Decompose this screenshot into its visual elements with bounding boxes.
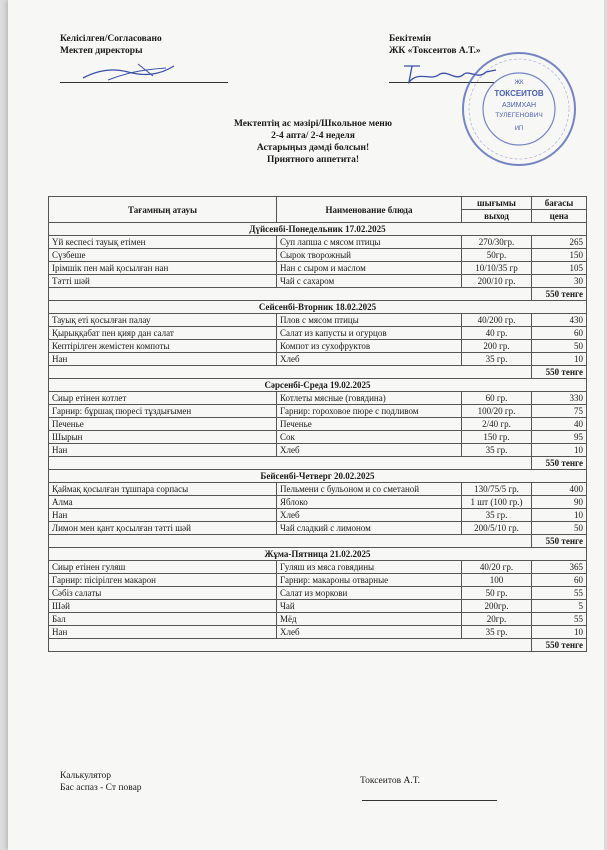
table-row: [49, 496, 587, 509]
seal-surname: ТОКСЕИТОВ: [494, 89, 544, 98]
table-row: [49, 236, 587, 249]
dish-price: 60: [532, 327, 587, 340]
table-row: [49, 405, 587, 418]
dish-price: 105: [532, 262, 587, 275]
table-row: [49, 249, 587, 262]
table-row: [49, 444, 587, 457]
dish-quantity: 200/5/10 гр.: [462, 522, 532, 535]
dish-quantity: 130/75/5 гр.: [462, 483, 532, 496]
dish-name-kz: Қаймақ қосылған тұшпара сорпасы: [49, 483, 277, 496]
dish-name-ru: Плов с мясом птицы: [277, 314, 462, 327]
dish-quantity: 150 гр.: [462, 431, 532, 444]
dish-name-kz: Бал: [49, 613, 277, 626]
dish-name-kz: Тәтті шәй: [49, 275, 277, 288]
director-label: Мектеп директоры: [60, 46, 143, 56]
table-row: [49, 600, 587, 613]
dish-quantity: 60 гр.: [462, 392, 532, 405]
dish-name-kz: Қырыққабат пен қияр дан салат: [49, 327, 277, 340]
dish-price: 10: [532, 509, 587, 522]
dish-quantity: 35 гр.: [462, 353, 532, 366]
title-line-2: 2-4 апта/ 2-4 неделя: [271, 131, 355, 141]
total-spacer: [49, 288, 532, 301]
col-header-ru: Наименование блюда: [277, 197, 462, 223]
dish-quantity: 35 гр.: [462, 444, 532, 457]
table-row: [49, 275, 587, 288]
dish-quantity: 200 гр.: [462, 340, 532, 353]
day-total: 550 тенге: [532, 366, 587, 379]
dish-price: 40: [532, 418, 587, 431]
col-header-kz: Тағамның атауы: [49, 197, 277, 223]
dish-name-ru: Чай: [277, 600, 462, 613]
dish-name-ru: Печенье: [277, 418, 462, 431]
dish-quantity: 50гр.: [462, 249, 532, 262]
day-total-row: [49, 535, 587, 548]
dish-name-ru: Салат из капусты и огурцов: [277, 327, 462, 340]
dish-price: 365: [532, 561, 587, 574]
dish-name-ru: Мёд: [277, 613, 462, 626]
dish-price: 400: [532, 483, 587, 496]
dish-price: 60: [532, 574, 587, 587]
dish-name-ru: Хлеб: [277, 353, 462, 366]
day-total: 550 тенге: [532, 639, 587, 652]
day-title: Жұма-Пятница 21.02.2025: [49, 548, 587, 561]
title-line-4: Приятного аппетита!: [266, 155, 359, 165]
dish-price: 50: [532, 340, 587, 353]
seal-patronymic: ТУЛЕГЕНОВИЧ: [495, 112, 543, 119]
dish-name-ru: Хлеб: [277, 444, 462, 457]
table-row: [49, 509, 587, 522]
dish-name-kz: Сәбіз салаты: [49, 587, 277, 600]
dish-name-kz: Гарнир: бұршақ пюресі тұздығымен: [49, 405, 277, 418]
dish-name-kz: Алма: [49, 496, 277, 509]
dish-price: 10: [532, 353, 587, 366]
dish-name-ru: Сырок творожный: [277, 249, 462, 262]
dish-price: 55: [532, 587, 587, 600]
dish-name-kz: Нан: [49, 509, 277, 522]
approval-block-left: [60, 33, 162, 57]
director-signature: [78, 58, 178, 88]
day-title: Сәрсенбі-Среда 19.02.2025: [49, 379, 587, 392]
dish-name-kz: Кептірілген жемістен компоты: [49, 340, 277, 353]
dish-name-ru: Компот из сухофруктов: [277, 340, 462, 353]
day-total-row: [49, 639, 587, 652]
dish-name-ru: Хлеб: [277, 509, 462, 522]
dish-price: 330: [532, 392, 587, 405]
day-total: 550 тенге: [532, 288, 587, 301]
day-title: Сейсенбі-Вторник 18.02.2025: [49, 301, 587, 314]
menu-title: [188, 118, 438, 166]
dish-quantity: 1 шт (100 гр.): [462, 496, 532, 509]
dish-name-kz: Тауық еті қосылған палау: [49, 314, 277, 327]
dish-name-ru: Чай сладкий с лимоном: [277, 522, 462, 535]
dish-name-ru: Хлеб: [277, 626, 462, 639]
dish-quantity: 50 гр.: [462, 587, 532, 600]
dish-name-ru: Гуляш из мяса говядины: [277, 561, 462, 574]
dish-quantity: 100: [462, 574, 532, 587]
day-total-row: [49, 366, 587, 379]
day-header-row: [49, 548, 587, 561]
dish-quantity: 200/10 гр.: [462, 275, 532, 288]
dish-quantity: 35 гр.: [462, 626, 532, 639]
dish-quantity: 40/200 гр.: [462, 314, 532, 327]
dish-price: 10: [532, 444, 587, 457]
table-row: [49, 431, 587, 444]
dish-name-ru: Суп лапша с мясом птицы: [277, 236, 462, 249]
dish-quantity: 270/30гр.: [462, 236, 532, 249]
footer-left: [60, 770, 142, 794]
dish-name-kz: Үй кеспесі тауық етімен: [49, 236, 277, 249]
dish-name-kz: Шырын: [49, 431, 277, 444]
total-spacer: [49, 457, 532, 470]
menu-table: [48, 196, 587, 652]
day-header-row: [49, 379, 587, 392]
seal-first-name: АЗИМХАН: [501, 102, 537, 109]
document-page: [8, 0, 604, 850]
title-line-3: Астарыңыз дәмді болсын!: [256, 143, 370, 153]
dish-quantity: 10/10/35 гр: [462, 262, 532, 275]
dish-price: 75: [532, 405, 587, 418]
table-row: [49, 522, 587, 535]
dish-quantity: 100/20 гр.: [462, 405, 532, 418]
table-row: [49, 327, 587, 340]
table-row: [49, 626, 587, 639]
dish-name-ru: Яблоко: [277, 496, 462, 509]
total-spacer: [49, 535, 532, 548]
dish-price: 30: [532, 275, 587, 288]
calculator-label: Калькулятор: [60, 771, 112, 781]
table-row: [49, 561, 587, 574]
dish-price: 55: [532, 613, 587, 626]
dish-name-kz: Сүзбеше: [49, 249, 277, 262]
dish-price: 150: [532, 249, 587, 262]
dish-name-ru: Котлеты мясные (говядина): [277, 392, 462, 405]
dish-name-kz: Нан: [49, 626, 277, 639]
day-total: 550 тенге: [532, 535, 587, 548]
table-row: [49, 262, 587, 275]
dish-name-kz: Печенье: [49, 418, 277, 431]
day-total: 550 тенге: [532, 457, 587, 470]
total-spacer: [49, 639, 532, 652]
company-seal: [460, 50, 578, 168]
dish-name-ru: Гарнир: гороховое пюре с подливом: [277, 405, 462, 418]
total-spacer: [49, 366, 532, 379]
dish-quantity: 20гр.: [462, 613, 532, 626]
day-header-row: [49, 470, 587, 483]
dish-name-kz: Лимон мен қант қосылған тәтті шәй: [49, 522, 277, 535]
dish-name-kz: Ірімшік пен май қосылған нан: [49, 262, 277, 275]
dish-name-kz: Нан: [49, 353, 277, 366]
seal-type: ИП: [514, 126, 524, 132]
day-total-row: [49, 288, 587, 301]
dish-price: 95: [532, 431, 587, 444]
dish-name-ru: Пельмени с бульоном и со сметаной: [277, 483, 462, 496]
dish-name-kz: Сиыр етінен котлет: [49, 392, 277, 405]
table-row: [49, 587, 587, 600]
dish-name-ru: Сок: [277, 431, 462, 444]
dish-price: 50: [532, 522, 587, 535]
dish-price: 90: [532, 496, 587, 509]
table-row: [49, 418, 587, 431]
table-row: [49, 613, 587, 626]
dish-quantity: 200гр.: [462, 600, 532, 613]
dish-name-kz: Гарнир: пісірілген макарон: [49, 574, 277, 587]
dish-quantity: 40/20 гр.: [462, 561, 532, 574]
col-header-qty-ru: выход: [462, 210, 532, 223]
day-title: Дүйсенбі-Понедельник 17.02.2025: [49, 223, 587, 236]
dish-quantity: 2/40 гр.: [462, 418, 532, 431]
col-header-qty-kz: шығымы: [462, 197, 532, 210]
dish-name-kz: Нан: [49, 444, 277, 457]
col-header-price-ru: цена: [532, 210, 587, 223]
dish-price: 10: [532, 626, 587, 639]
dish-quantity: 35 гр.: [462, 509, 532, 522]
table-row: [49, 314, 587, 327]
day-total-row: [49, 457, 587, 470]
approve-label: Бекітемін: [389, 34, 432, 44]
chef-label: Бас аспаз - Ст повар: [60, 783, 142, 793]
title-line-1: Мектептің ас мәзірі/Школьное меню: [233, 119, 393, 129]
table-row: [49, 392, 587, 405]
dish-name-kz: Сиыр етінен гуляш: [49, 561, 277, 574]
agreed-label: Келісілген/Согласовано: [60, 34, 162, 44]
footer-signature-line: [362, 800, 497, 801]
dish-price: 5: [532, 600, 587, 613]
dish-name-kz: Шәй: [49, 600, 277, 613]
day-title: Бейсенбі-Четверг 20.02.2025: [49, 470, 587, 483]
dish-name-ru: Нан с сыром и маслом: [277, 262, 462, 275]
table-row: [49, 353, 587, 366]
dish-price: 430: [532, 314, 587, 327]
day-header-row: [49, 301, 587, 314]
col-header-price-kz: бағасы: [532, 197, 587, 210]
table-row: [49, 340, 587, 353]
seal-initials: ЖК: [514, 80, 524, 86]
footer-signer-name: Токсеитов А.Т.: [360, 776, 420, 786]
day-header-row: [49, 223, 587, 236]
dish-price: 265: [532, 236, 587, 249]
dish-name-ru: Чай с сахаром: [277, 275, 462, 288]
dish-name-ru: Салат из моркови: [277, 587, 462, 600]
dish-quantity: 40 гр.: [462, 327, 532, 340]
dish-name-ru: Гарнир: макароны отварные: [277, 574, 462, 587]
table-row: [49, 574, 587, 587]
entrepreneur-label: ЖК «Токсеитов А.Т.»: [389, 46, 481, 56]
menu-body: [49, 223, 587, 652]
table-row: [49, 483, 587, 496]
